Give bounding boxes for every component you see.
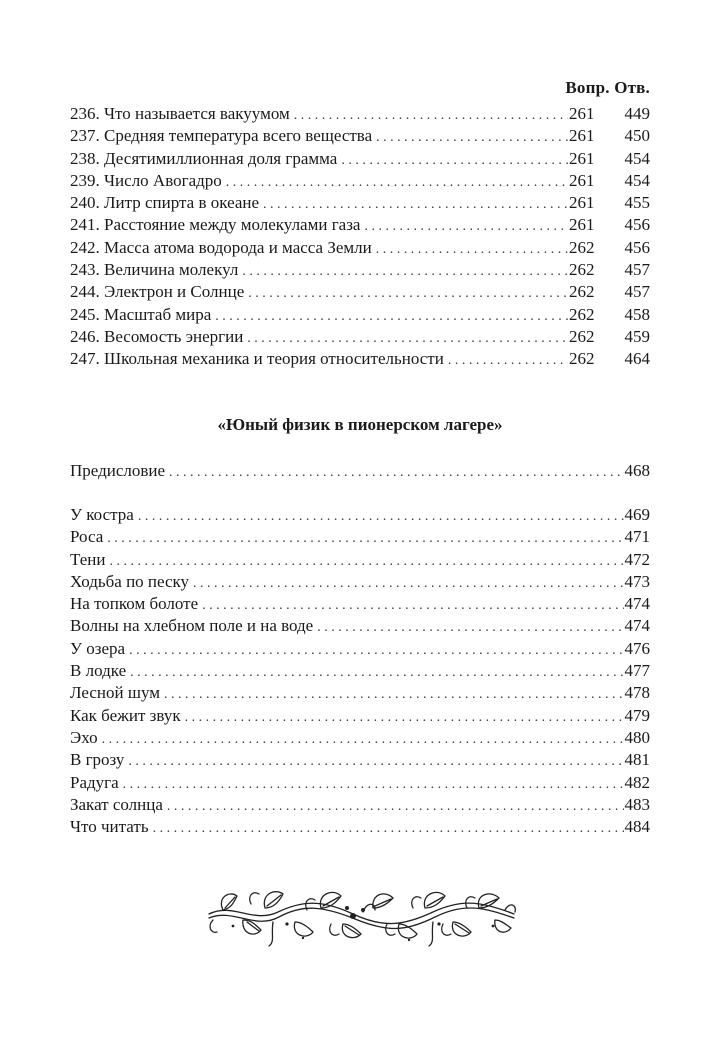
entry-title: 236. Что называется вакуумом [70, 104, 290, 123]
entry-title: Закат солнца [70, 794, 163, 814]
toc-entry[interactable] [70, 192, 650, 214]
dot-leader [317, 617, 623, 639]
toc-entry[interactable] [70, 125, 650, 147]
answer-page: 454 [624, 170, 650, 190]
entry-page: 474 [624, 616, 650, 636]
toc-entry[interactable] [70, 593, 650, 615]
dot-leader [109, 551, 623, 573]
entry-title: 238. Десятимиллионная доля грамма [70, 148, 338, 168]
entry-title: 245. Масштаб мира [70, 304, 212, 324]
dot-leader [123, 774, 624, 796]
entry-title: 241. Расстояние между молекулами газа [70, 215, 361, 235]
answer-page: 456 [624, 215, 650, 235]
toc-entry[interactable] [70, 504, 650, 526]
entry-page: 483 [624, 794, 650, 814]
entry-title: 240. Литр спирта в океане [70, 193, 260, 213]
entry-title: 242. Масса атома водорода и масса Земли [70, 237, 372, 257]
dot-leader [242, 261, 568, 283]
dot-leader [169, 462, 623, 484]
dot-leader [164, 684, 624, 706]
toc-entry[interactable] [70, 281, 650, 303]
answer-page: 464 [624, 349, 650, 369]
entry-title: 247. Школьная механика и теория относительности [70, 349, 444, 369]
entry-title: 246. Весомость энергии [70, 326, 244, 346]
answer-page: 456 [624, 237, 650, 257]
toc-entry[interactable] [70, 214, 650, 236]
dot-leader [376, 127, 568, 149]
entry-title: Лесной шум [70, 683, 160, 703]
entry-page: 480 [624, 727, 650, 747]
preface-list [70, 460, 650, 482]
dot-leader [294, 105, 568, 127]
answer-page: 457 [624, 260, 650, 280]
dot-leader [202, 595, 623, 617]
entry-page: 472 [624, 549, 650, 569]
entry-title: В грозу [70, 750, 125, 770]
entry-title: 237. Средняя температура всего вещества [70, 126, 373, 146]
toc-entry[interactable] [70, 326, 650, 348]
toc-entry[interactable] [70, 259, 650, 281]
toc-entry[interactable] [70, 705, 650, 727]
toc-entry[interactable] [70, 772, 650, 794]
entry-title: На топком болоте [70, 594, 199, 614]
question-page: 261 [569, 170, 595, 190]
answer-page: 459 [624, 326, 650, 346]
dot-leader [128, 751, 623, 773]
toc-entry[interactable] [70, 526, 650, 548]
dot-leader [263, 194, 568, 216]
answer-page: 455 [624, 193, 650, 213]
toc-entry[interactable] [70, 682, 650, 704]
dot-leader [193, 573, 623, 595]
dot-leader [107, 528, 623, 550]
dot-leader [247, 328, 568, 350]
entry-page: 473 [624, 571, 650, 591]
dot-leader [130, 662, 623, 684]
entry-page: 484 [624, 817, 650, 837]
toc-entry[interactable] [70, 304, 650, 326]
toc-entry[interactable] [70, 615, 650, 637]
answer-page: 454 [624, 148, 650, 168]
dot-leader [364, 216, 568, 238]
entry-title: Тени [70, 549, 106, 569]
entry-page: 476 [624, 638, 650, 658]
question-page: 262 [569, 304, 595, 324]
answer-page: 450 [624, 126, 650, 146]
entry-title: Эхо [70, 727, 98, 747]
toc-entry[interactable] [70, 103, 650, 125]
toc-entry[interactable] [70, 549, 650, 571]
toc-entry[interactable] [70, 816, 650, 838]
entry-title: Что читать [70, 817, 149, 837]
toc-entry[interactable] [70, 794, 650, 816]
entry-title: Роса [70, 527, 104, 547]
question-page: 261 [569, 193, 595, 213]
dot-leader [226, 172, 568, 194]
question-page: 262 [569, 282, 595, 302]
questions-list [70, 103, 650, 371]
entry-title: Как бежит звук [70, 705, 181, 725]
entry-title: Предисловие [70, 461, 166, 480]
entry-page: 468 [624, 461, 650, 480]
entry-title: 243. Величина молекул [70, 260, 239, 280]
col-question-header: Вопр. [565, 78, 610, 97]
dot-leader [185, 707, 624, 729]
toc-entry[interactable] [70, 727, 650, 749]
entry-title: Ходьба по песку [70, 571, 190, 591]
question-page: 261 [569, 104, 595, 123]
question-page: 261 [569, 215, 595, 235]
dot-leader [138, 506, 624, 528]
question-page: 262 [569, 349, 595, 369]
entry-page: 477 [624, 661, 650, 681]
answer-page: 457 [624, 282, 650, 302]
entry-page: 482 [624, 772, 650, 792]
entry-title: Радуга [70, 772, 119, 792]
dot-leader [248, 283, 568, 305]
entry-title: Волны на хлебном поле и на воде [70, 616, 314, 636]
entry-page: 474 [624, 594, 650, 614]
toc-entry[interactable] [70, 638, 650, 660]
dot-leader [102, 729, 624, 751]
question-page: 261 [569, 126, 595, 146]
entry-title: У костра [70, 505, 134, 524]
toc-entry[interactable] [70, 237, 650, 259]
dot-leader [341, 150, 568, 172]
entry-title: 239. Число Авогадро [70, 170, 222, 190]
toc-entry-preface[interactable] [70, 460, 650, 482]
dot-leader [376, 239, 568, 261]
dot-leader [129, 640, 623, 662]
entry-page: 479 [624, 705, 650, 725]
toc-entry[interactable] [70, 571, 650, 593]
entry-title: В лодке [70, 661, 127, 681]
toc-entry[interactable] [70, 148, 650, 170]
question-page: 262 [569, 237, 595, 257]
entry-page: 471 [624, 527, 650, 547]
toc-entry[interactable] [70, 660, 650, 682]
entry-page: 478 [624, 683, 650, 703]
question-page: 262 [569, 260, 595, 280]
toc-entry[interactable] [70, 348, 650, 370]
chapters-list [70, 504, 650, 838]
entry-title: У озера [70, 638, 126, 658]
toc-entry[interactable] [70, 749, 650, 771]
entry-page: 481 [624, 750, 650, 770]
col-answer-header: Отв. [614, 78, 650, 97]
dot-leader [215, 306, 568, 328]
dot-leader [167, 796, 624, 818]
question-page: 261 [569, 148, 595, 168]
column-headers [565, 78, 650, 98]
entry-page: 469 [624, 505, 650, 524]
section-title: «Юный физик в пионерском лагере» [217, 415, 503, 434]
answer-page: 449 [624, 104, 650, 123]
answer-page: 458 [624, 304, 650, 324]
dot-leader [448, 350, 568, 372]
dot-leader [153, 818, 624, 840]
floral-vine-ornament-icon [203, 880, 520, 950]
question-page: 262 [569, 326, 595, 346]
entry-title: 244. Электрон и Солнце [70, 282, 245, 302]
toc-entry[interactable] [70, 170, 650, 192]
